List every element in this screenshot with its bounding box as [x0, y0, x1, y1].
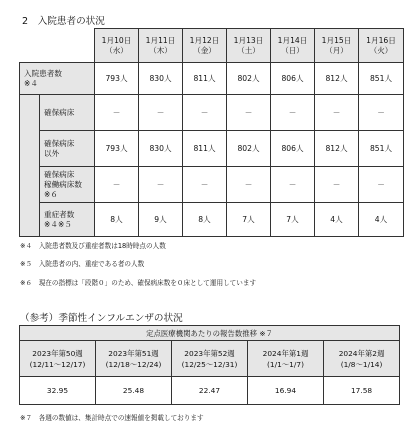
value-cell: 851人 — [359, 131, 404, 167]
report-trend-header: 定点医療機関あたりの報告数推移 ※７ — [20, 326, 400, 341]
week-header-cell — [20, 341, 96, 377]
table-row — [20, 131, 404, 167]
date-header-row — [20, 29, 404, 63]
weekday-label: （土） — [237, 45, 260, 55]
value-cell: － — [183, 95, 227, 131]
row-label-operating-beds — [40, 167, 95, 203]
date-label: 1月14日 — [277, 35, 308, 45]
date-header-cell — [359, 29, 404, 63]
week-label: 2023年第51週 — [108, 348, 159, 358]
row-label-line: 入院患者数 — [24, 68, 62, 78]
week-range: (12/25～12/31) — [181, 359, 238, 369]
row-label-line: ※４※５ — [44, 219, 72, 229]
week-range: (12/18～12/24) — [105, 359, 162, 369]
value-cell: 8人 — [95, 203, 139, 237]
value-cell: 793人 — [95, 131, 139, 167]
footnote: ※７ 各週の数値は、集計時点での速報値を掲載しております — [20, 414, 204, 422]
week-label: 2024年第1週 — [262, 348, 309, 358]
row-label-line: 以外 — [44, 148, 60, 158]
influenza-value-row — [20, 377, 400, 405]
indent-spacer — [20, 131, 40, 167]
section-1-title: 2 入院患者の状況 — [22, 16, 105, 27]
date-header-cell — [183, 29, 227, 63]
report-value-cell: 25.48 — [96, 377, 172, 405]
week-label: 2023年第52週 — [184, 348, 235, 358]
row-label-line: ※６ — [44, 189, 58, 199]
value-cell: － — [95, 167, 139, 203]
row-label-severe — [40, 203, 95, 237]
week-header-cell — [172, 341, 248, 377]
footnote: ※４ 入院患者数及び重症者数は18時時点の人数 — [20, 242, 166, 250]
row-label-line: ※４ — [24, 78, 38, 88]
row-label-secured-beds — [40, 95, 95, 131]
value-cell: 811人 — [183, 131, 227, 167]
row-label-inpatients — [20, 63, 95, 95]
table-row — [20, 95, 404, 131]
weekday-label: （火） — [369, 45, 393, 55]
value-cell: － — [315, 167, 359, 203]
date-label: 1月11日 — [145, 35, 176, 45]
value-cell: － — [315, 95, 359, 131]
row-label-other-beds — [40, 131, 95, 167]
row-label-line: 確保病床 — [44, 169, 75, 179]
value-cell: 812人 — [315, 131, 359, 167]
header-corner — [20, 29, 95, 63]
row-label-line: 稼働病床数 — [44, 179, 82, 189]
influenza-table — [19, 325, 400, 405]
value-cell: － — [227, 95, 271, 131]
value-cell: － — [359, 95, 404, 131]
value-cell: － — [271, 95, 315, 131]
date-header-cell — [315, 29, 359, 63]
week-header-row — [20, 341, 400, 377]
value-cell: 830人 — [139, 131, 183, 167]
week-header-cell — [248, 341, 324, 377]
value-cell: － — [139, 95, 183, 131]
report-value-cell: 16.94 — [248, 377, 324, 405]
week-range: (1/1～1/7) — [267, 359, 304, 369]
value-cell: 802人 — [227, 131, 271, 167]
week-range: (12/11～12/17) — [29, 359, 86, 369]
weekday-label: （月） — [325, 45, 348, 55]
week-header-cell — [324, 341, 400, 377]
report-value-cell: 22.47 — [172, 377, 248, 405]
date-label: 1月10日 — [101, 35, 132, 45]
value-cell: 830人 — [139, 63, 183, 95]
week-header-cell — [96, 341, 172, 377]
indent-spacer — [20, 203, 40, 237]
table-row — [20, 63, 404, 95]
row-label-line: 確保病床 — [44, 138, 75, 148]
row-label-line: 確保病床 — [44, 107, 75, 117]
value-cell: 9人 — [139, 203, 183, 237]
indent-spacer — [20, 167, 40, 203]
weekday-label: （金） — [193, 45, 216, 55]
table-row — [20, 167, 404, 203]
section-2-title: （参考）季節性インフルエンザの状況 — [20, 313, 183, 324]
value-cell: － — [271, 167, 315, 203]
inpatient-table — [19, 28, 404, 237]
report-value-cell: 17.58 — [324, 377, 400, 405]
week-label: 2024年第2週 — [338, 348, 385, 358]
value-cell: 806人 — [271, 131, 315, 167]
indent-spacer — [20, 95, 40, 131]
row-label-line: 重症者数 — [44, 209, 75, 219]
value-cell: 8人 — [183, 203, 227, 237]
value-cell: － — [95, 95, 139, 131]
date-header-cell — [95, 29, 139, 63]
value-cell: － — [139, 167, 183, 203]
date-label: 1月16日 — [366, 35, 396, 45]
table-row — [20, 203, 404, 237]
value-cell: 806人 — [271, 63, 315, 95]
value-cell: 851人 — [359, 63, 404, 95]
date-header-cell — [227, 29, 271, 63]
week-label: 2023年第50週 — [32, 348, 83, 358]
weekday-label: （日） — [281, 45, 304, 55]
value-cell: 802人 — [227, 63, 271, 95]
value-cell: 812人 — [315, 63, 359, 95]
date-label: 1月15日 — [321, 35, 352, 45]
value-cell: 811人 — [183, 63, 227, 95]
value-cell: 4人 — [359, 203, 404, 237]
value-cell: － — [227, 167, 271, 203]
value-cell: 4人 — [315, 203, 359, 237]
weekday-label: （木） — [149, 45, 172, 55]
weekday-label: （水） — [105, 45, 128, 55]
value-cell: 7人 — [227, 203, 271, 237]
date-header-cell — [139, 29, 183, 63]
footnote: ※５ 入院患者の内、重症である者の人数 — [20, 260, 145, 268]
date-header-cell — [271, 29, 315, 63]
date-label: 1月13日 — [233, 35, 264, 45]
value-cell: － — [183, 167, 227, 203]
influenza-header-row — [20, 326, 400, 341]
week-range: (1/8～1/14) — [340, 359, 383, 369]
footnote: ※６ 現在の指標は「段階０」のため、確保病床数を０床として運用しています — [20, 279, 257, 287]
value-cell: － — [359, 167, 404, 203]
date-label: 1月12日 — [189, 35, 220, 45]
value-cell: 793人 — [95, 63, 139, 95]
report-value-cell: 32.95 — [20, 377, 96, 405]
value-cell: 7人 — [271, 203, 315, 237]
